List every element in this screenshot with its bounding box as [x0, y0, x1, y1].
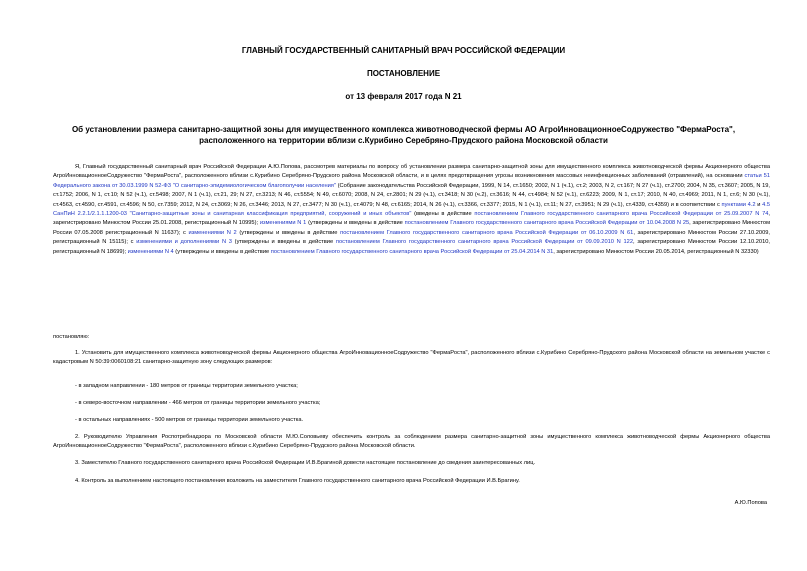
preamble-text: и [755, 201, 763, 208]
preamble-text: (утверждены и введены в действие [236, 229, 341, 236]
document-date-number: от 13 февраля 2017 года N 21 [345, 92, 462, 101]
document-type: ПОСТАНОВЛЕНИЕ [366, 69, 441, 78]
bullet-north-east: - в северо-восточном направлении - 466 метров от границы территории земельного участка; [75, 400, 321, 406]
preamble-text: , зарегистрировано Минюстом России 20.05.2014, регистрационный N 32330) [553, 248, 759, 255]
item-2: 2. Руководителю Управления Роспотребнадзора по Московской области М.Ю.Соловьеву обеспечить контроль за соблюдением размера санитарно-защитной зоны имущественного комплекса животноводческой фермы Акционерного общества АгроИнновационноеСодружество "ФермаРоста", расположенного вблизи с.Курибино Серебряно-Прудского района Московской области. [53, 434, 770, 450]
preamble-text: (утверждены и введены в действие [231, 239, 336, 246]
resolution-31-link[interactable]: постановлением Главного государственного санитарного врача Российской Федерации от 25.04.2014 N 31 [270, 248, 554, 255]
amendments-1-link[interactable]: изменениями N 1 [259, 220, 307, 227]
document-title: Об установлении размера санитарно-защитной зоны для имущественного комплекса животноводческой фермы АО АгроИнновационноеСодружество "ФермаРоста", расположенного на территории вблизи с.Курибино Серебряно-Прудского района Московской области [71, 125, 736, 145]
amendments-3-link[interactable]: изменениями и дополнениями N 3 [136, 239, 232, 246]
item-3: 3. Заместителю Главного государственного санитарного врача Российской Федерации И.В.Брагиной довести настоящее постановление до сведения заинтересованных лиц. [75, 460, 536, 466]
preamble-text: (введены в действие [411, 211, 475, 218]
preamble-text: , зарегистрировано Минюстом России 25.01.2008, регистрационный N 10995); [53, 211, 770, 227]
item-1: 1. Установить для имущественного комплекса животноводческой фермы Акционерного общества АгроИнновационноеСодружество "ФермаРоста", расположенного вблизи с.Курибино Серебряно-Прудского района Московской области на земельном участке с кадастровым N 50:39:0060108:21 санитарно-защитную зону следующих размеров: [53, 350, 770, 366]
preamble-text: Я, Главный государственный санитарный врач Российской Федерации А.Ю.Попова, рассмотрев материалы по вопросу об установлении размера санитарно-защитной зоны для имущественного комплекса животноводческой фермы Акционерного общества АгроИнновационноеСодружество "ФермаРоста", расположенного вблизи с.Курибино Серебряно-Прудского района Московской области, и в целях предотвращения угрозы возникновения массовых неинфекционных заболеваний (отравлений), на основании [53, 164, 770, 180]
resolution-61-link[interactable]: постановлением Главного государственного санитарного врача Российской Федерации от 06.10.2009 N 61 [340, 229, 634, 236]
resolution-122-link[interactable]: постановлением Главного государственного санитарного врача Российской Федерации от 09.09.2010 N 122 [335, 239, 634, 246]
preamble-text: (утверждены и введены в действие [306, 220, 405, 227]
resolution-74-link[interactable]: постановлением Главного государственного санитарного врача Российской Федерации от 25.09.2007 N 74 [474, 211, 769, 218]
preamble-text: (Собрание законодательства Российской Федерации, 1999, N 14, ст.1650; 2002, N 1 (ч.1), ст.2; 2003, N 2, ст.167; N 27 (ч.1), ст.2700; 2004, N 35, ст.3607; 2005, N 19, ст.1752; 2006, N 1, ст.10; N 52 (ч.1), ст.5498; 2007, N 1 (ч.1), ст.21, 29; N 27, ст.3213; N 46, ст.5554; N 49, ст.6070; 2008, N 24, ст.2801; N 29 (ч.1), ст.3418; N 30 (ч.2), ст.3616; N 44, ст.4984; N 52 (ч.1), ст.6223; 2009, N 1, ст.17; 2010, N 40, ст.4969; 2011, N 1, ст.6; N 30 (ч.1), ст.4563, ст.4590, ст.4591, ст.4596; N 50, ст.7359; 2012, N 24, ст.3069; N 26, ст.3446; 2013, N 27, ст.3477; N 30 (ч.1), ст.4079; N 48, ст.6165; 2014, N 26 (ч.1), ст.3366, ст.3377; 2015, N 1 (ч.1), ст.11; N 27, ст.3951; N 29 (ч.1), ст.4339, ст.4359) и в соответствии с [53, 182, 770, 208]
preamble-paragraph [53, 163, 770, 257]
law-article-link[interactable]: статьи 51 Федерального закона от 30.03.1999 N 52-ФЗ "О санитарно-эпидемиологическом благополучии населения" [53, 173, 771, 189]
sanpin-link[interactable]: 4.5 СанПиН 2.2.1/2.1.1.1200-03 "Санитарно-защитные зоны и санитарная классификация предприятий, сооружений и иных объектов" [53, 201, 770, 218]
amendments-2-link[interactable]: изменениями N 2 [188, 229, 237, 236]
amendments-4-link[interactable]: изменениями N 4 [127, 248, 174, 255]
bullet-other: - в остальных направлениях - 500 метров от границы территории земельного участка. [75, 417, 304, 423]
item-4: 4. Контроль за выполнением настоящего постановления возложить на заместителя Главного государственного санитарного врача Российской Федерации И.В.Брагину. [75, 478, 520, 484]
preamble-text: , зарегистрировано Минюстом России 07.05.2008 регистрационный N 11637); с [53, 220, 770, 236]
resolution-word: постановляю: [53, 334, 90, 340]
bullet-west: - в западном направлении - 180 метров от границы территории земельного участка; [75, 383, 298, 389]
sanpin-points-link[interactable]: пунктами 4.2 [721, 201, 756, 208]
preamble-text: , зарегистрировано Минюстом России 12.10.2010, регистрационный N 18699); [53, 239, 770, 255]
resolution-25-link[interactable]: постановлением Главного государственного санитарного врача Российской Федерации от 10.04.2008 N 25 [404, 220, 690, 227]
preamble-text: (утверждены и введены в действие [173, 248, 271, 255]
issuing-authority: ГЛАВНЫЙ ГОСУДАРСТВЕННЫЙ САНИТАРНЫЙ ВРАЧ РОССИЙСКОЙ ФЕДЕРАЦИИ [241, 46, 566, 55]
signature: А.Ю.Попова [734, 500, 767, 506]
preamble-text: , зарегистрировано Минюстом России 27.10.2009, регистрационный N 15115); с [53, 229, 770, 246]
